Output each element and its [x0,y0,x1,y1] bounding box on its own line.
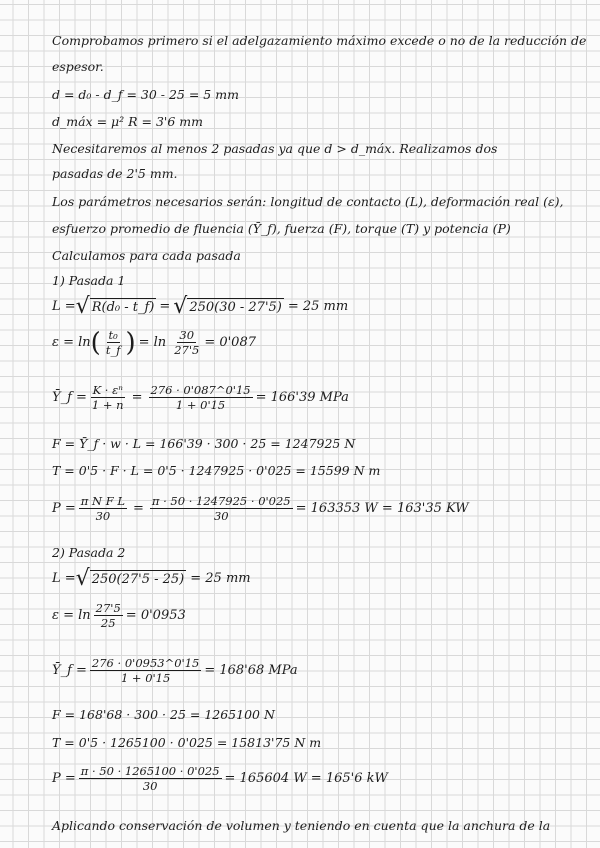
d-equation: d = d₀ - d_f = 30 - 25 = 5 mm [52,87,239,102]
pass2-flow-lhs: Ȳ_f = [52,662,87,678]
pass1-flow-num: K · εⁿ [92,383,123,397]
pass1-power-result: = 163353 W = 163'35 KW [295,500,469,516]
pass1-flow-num2: 276 · 0'087^0'15 [150,383,251,397]
params-line-2: esfuerzo promedio de fluencia (Ȳ_f), fuerza (F), torque (T) y potencia (P) [52,221,511,236]
pass1-power-num2: π · 50 · 1247925 · 0'025 [151,494,291,508]
pass1-power-den2: 30 [213,509,229,523]
need-line-1: Necesitaremos al menos 2 pasadas ya que d > d_máx. Realizamos dos [52,141,498,156]
pass2-power-den: 30 [142,779,158,793]
pass2-length-root-content: 250(27'5 - 25) [91,572,185,587]
pass2-length-lhs: L = [52,571,76,586]
pass1-torque-equation: T = 0'5 · F · L = 0'5 · 1247925 · 0'025 = 15599 N m [52,463,381,478]
pass2-length-result: = 25 mm [190,571,251,586]
pass2-power-equation [52,764,388,793]
need-line-2: pasadas de 2'5 mm. [52,166,178,181]
pass1-length-equation [52,294,349,319]
pass2-force-equation: F = 168'68 · 300 · 25 = 1265100 N [52,707,275,722]
pass1-title: 1) Pasada 1 [52,273,126,288]
pass1-length-root1: √ R(d₀ - t_f) [75,294,155,319]
pass1-length-root2: √ 250(30 - 27'5) [173,294,282,319]
pass1-power-lhs: P = [52,500,76,516]
pass1-power-fraction2 [150,494,293,523]
pass2-torque-equation: T = 0'5 · 1265100 · 0'025 = 15813'75 N m [52,735,322,750]
pass2-flow-den: 1 + 0'15 [120,671,171,685]
pass1-flow-fraction1 [90,383,126,412]
pass1-length-root2-content: 250(30 - 27'5) [189,300,282,315]
pass1-length-root1-content: R(d₀ - t_f) [91,300,155,315]
pass1-strain-result: = 0'087 [204,334,256,350]
pass2-strain-fraction [94,601,123,630]
pass2-strain-equation [52,601,186,630]
pass1-power-fraction1 [79,494,127,523]
pass1-length-eq: = [159,299,171,314]
pass1-power-den: 30 [95,509,111,523]
pass1-strain-mid: = ln [138,334,167,350]
pass2-strain-den: 25 [100,616,116,630]
pass1-strain-lhs: ε = ln [52,334,91,350]
pass2-power-lhs: P = [52,770,76,786]
pass1-strain-fraction1 [104,328,123,357]
pass1-power-num: π N F L [80,494,125,508]
pass1-power-eq: = [132,500,144,516]
pass1-strain-num2: 30 [179,328,195,342]
pass2-length-equation [52,566,251,591]
pass2-strain-result: = 0'0953 [125,607,186,623]
dmax-equation: d_máx = μ² R = 3'6 mm [52,114,203,129]
pass2-strain-lhs: ε = ln [52,607,91,623]
pass1-flow-fraction2 [149,383,253,412]
pass2-flow-num: 276 · 0'0953^0'15 [91,656,200,670]
footer-line-1: Aplicando conservación de volumen y teniendo en cuenta que la anchura de la [52,818,551,833]
pass1-power-equation [52,494,469,523]
pass1-flow-stress-equation [52,383,349,412]
pass1-strain-num: t₀ [108,328,118,342]
pass1-strain-den: t_f [105,343,121,357]
pass2-power-num: π · 50 · 1265100 · 0'025 [80,764,220,778]
pass1-strain-fraction2 [172,328,201,357]
pass1-strain-equation: ε = ln ( $\frac{\text{t₀}}{t\_f}$ ) = ln $\frac{30}{27'5}$ = 0'087 [52,327,256,358]
pass1-flow-eq: = [131,389,143,405]
params-line-1: Los parámetros necesarios serán: longitud de contacto (L), deformación real (ε), [52,194,564,209]
pass2-flow-stress-equation [52,656,298,685]
params-line-3: Calculamos para cada pasada [52,248,241,263]
pass2-length-root: √ 250(27'5 - 25) [75,566,185,591]
pass1-length-lhs: L = [52,299,76,314]
pass1-strain-den2: 27'5 [174,343,200,357]
pass1-flow-den: 1 + n [91,398,124,412]
intro-line-2: espesor. [52,59,104,74]
pass2-power-result: = 165604 W = 165'6 kW [224,770,388,786]
pass1-force-equation: F = Ȳ_f · w · L = 166'39 · 300 · 25 = 1247925 N [52,436,356,451]
pass1-flow-result: = 166'39 MPa [255,389,349,405]
pass2-flow-fraction [90,656,201,685]
pass1-flow-den2: 1 + 0'15 [175,398,226,412]
pass1-length-result: = 25 mm [287,299,349,314]
intro-line-1: Comprobamos primero si el adelgazamiento máximo excede o no de la reducción de [52,33,587,48]
pass1-flow-lhs: Ȳ_f = [52,389,87,405]
pass2-flow-result: = 168'68 MPa [204,662,298,678]
pass2-strain-num: 27'5 [95,601,121,615]
pass2-title: 2) Pasada 2 [52,545,126,560]
pass2-power-fraction [79,764,222,793]
